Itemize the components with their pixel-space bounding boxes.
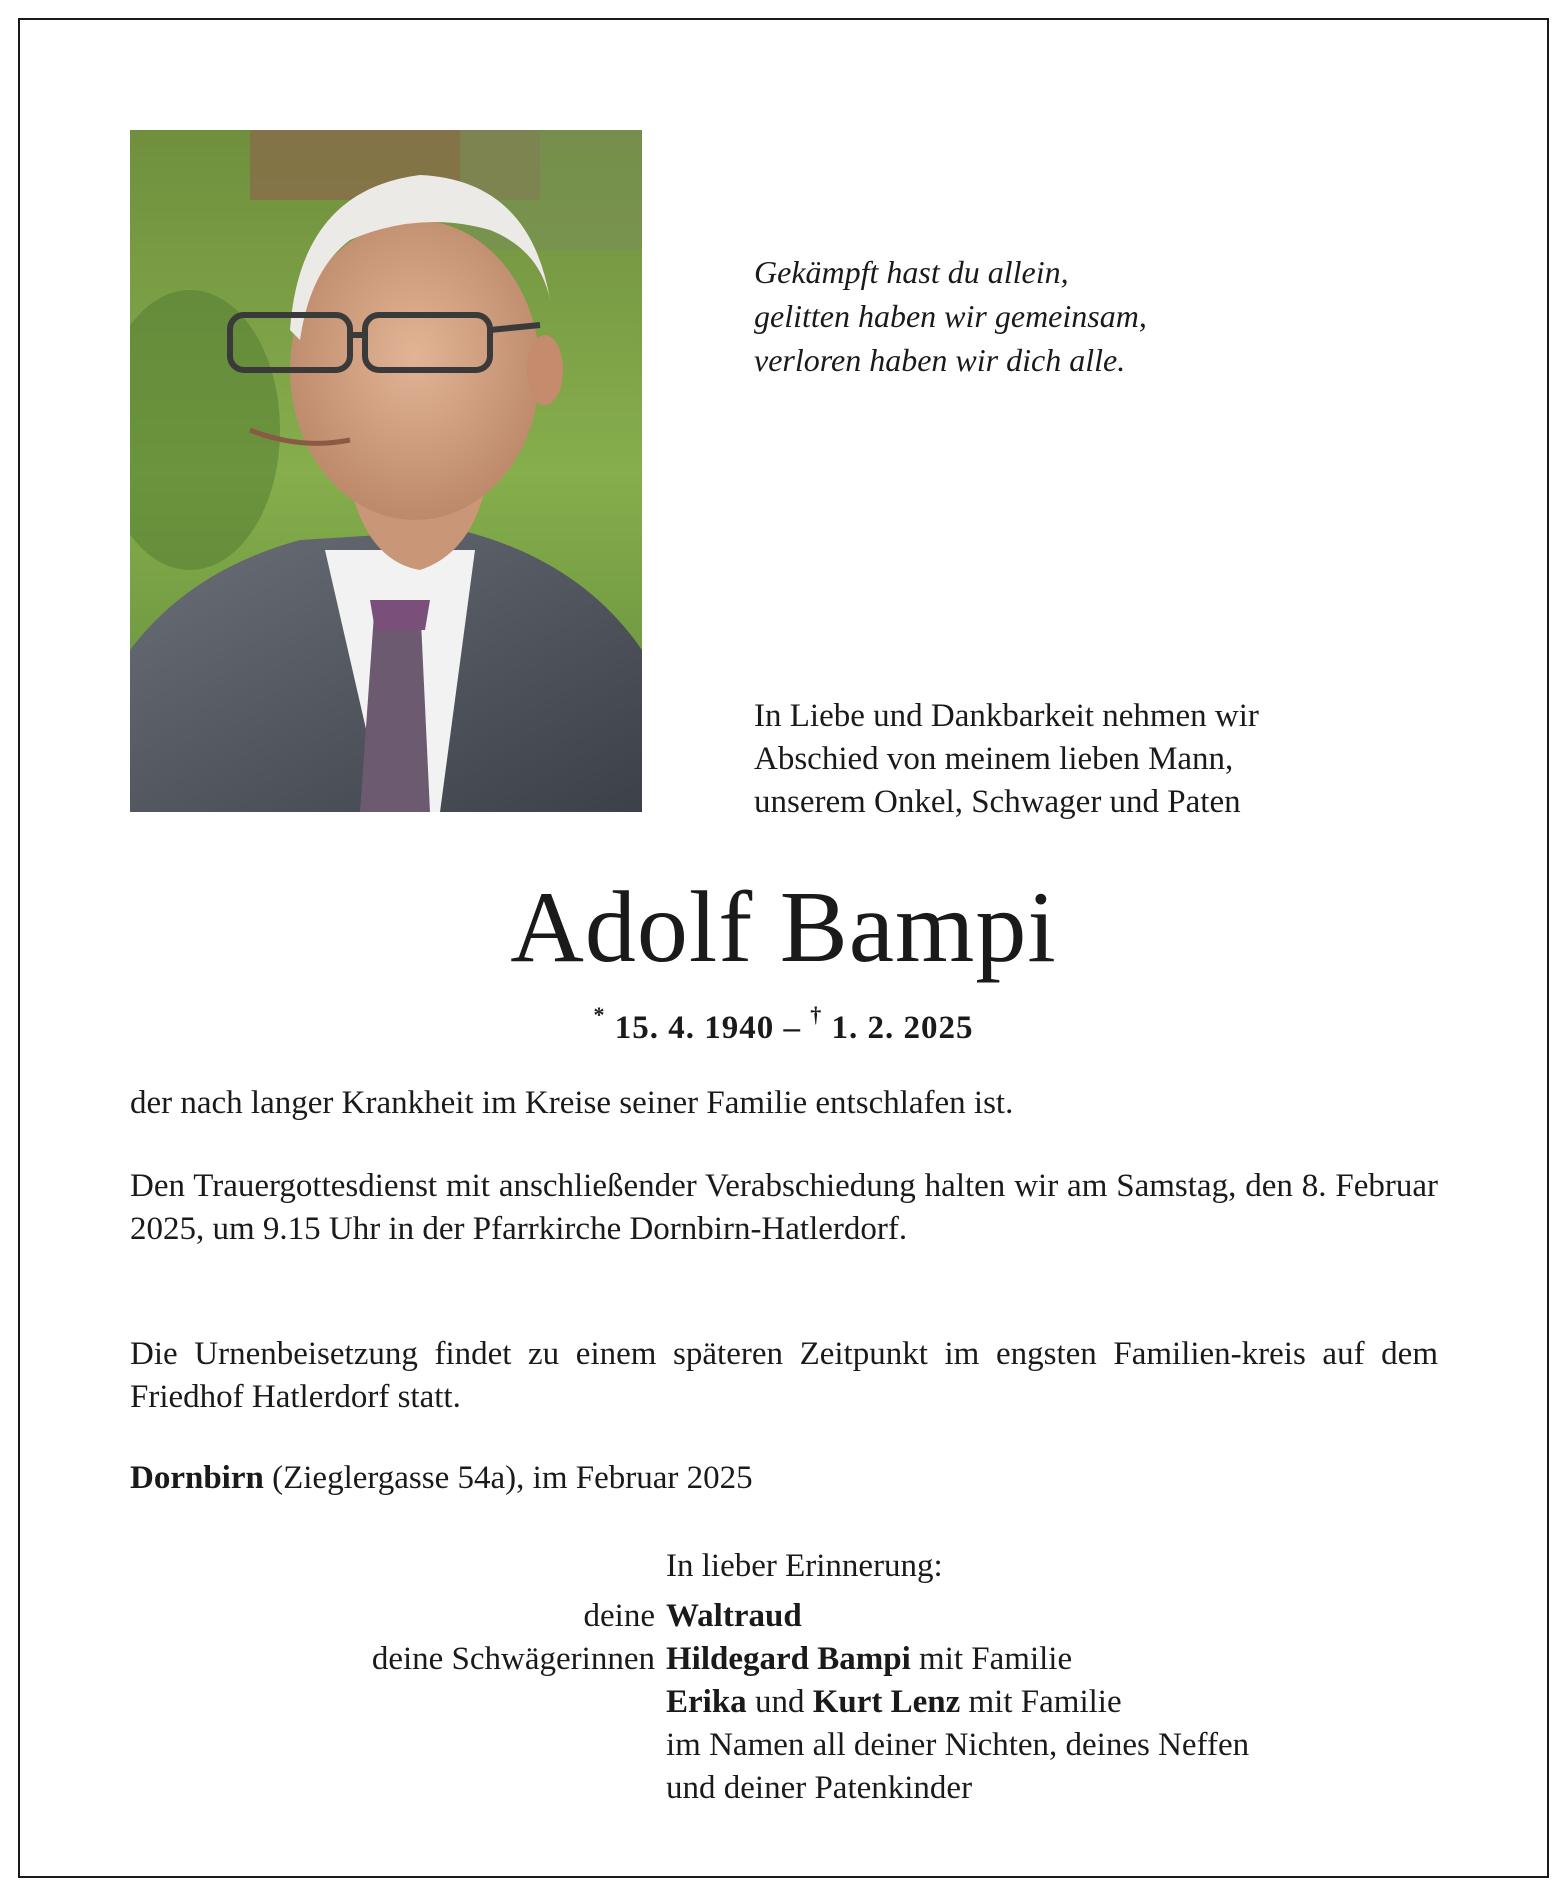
wife-name: Waltraud xyxy=(666,1598,802,1634)
sister-in-law-2-name: Erika xyxy=(666,1684,747,1720)
sister-in-law-1-suffix: mit Familie xyxy=(910,1641,1073,1677)
memorial-motto xyxy=(754,250,1454,382)
place-date-line xyxy=(130,1457,1438,1500)
life-dates xyxy=(0,998,1567,1049)
place-name: Dornbirn xyxy=(130,1460,264,1496)
sister-in-law-2-suffix: mit Familie xyxy=(960,1684,1122,1720)
death-symbol: † xyxy=(810,1002,823,1027)
relatives-line-1: im Namen all deiner Nichten, deines Neffen xyxy=(666,1727,1250,1763)
deceased-name: Adolf Bampi xyxy=(510,871,1057,984)
intro-line-3: unserem Onkel, Schwager und Paten xyxy=(754,784,1241,820)
place-address-date: (Zieglergasse 54a), im Februar 2025 xyxy=(263,1460,753,1496)
signature-heading: In lieber Erinnerung: xyxy=(666,1548,943,1584)
paragraph-service: Den Trauergottesdienst mit anschließender Verabschiedung halten wir am Samstag, den 8. Februar 2025, um 9.15 Uhr in der Pfarrkirche Dornbirn-Hatlerdorf. xyxy=(130,1168,1438,1247)
label-sisters-in-law: deine Schwägerinnen xyxy=(371,1641,655,1677)
relatives-line-2: und deiner Patenkinder xyxy=(666,1770,973,1806)
motto-line-3: verloren haben wir dich alle. xyxy=(754,342,1126,378)
portrait-photo xyxy=(130,130,642,812)
motto-line-1: Gekämpft hast du allein, xyxy=(754,254,1069,290)
death-date: 1. 2. 2025 xyxy=(831,1010,974,1046)
and-word: und xyxy=(746,1684,813,1720)
intro-text xyxy=(754,695,1438,824)
paragraph-burial: Die Urnenbeisetzung findet zu einem späteren Zeitpunkt im engsten Familien-kreis auf dem Friedhof Hatlerdorf statt. xyxy=(130,1336,1438,1415)
birth-date: 15. 4. 1940 xyxy=(614,1010,775,1046)
motto-line-2: gelitten haben wir gemeinsam, xyxy=(754,298,1147,334)
label-wife: deine xyxy=(583,1598,655,1634)
date-separator: – xyxy=(783,1010,801,1046)
intro-line-1: In Liebe und Dankbarkeit nehmen wir xyxy=(754,698,1259,734)
sister-in-law-1-name: Hildegard Bampi xyxy=(666,1641,911,1677)
birth-symbol: * xyxy=(593,1002,606,1027)
paragraph-passing: der nach langer Krankheit im Kreise seiner Familie entschlafen ist. xyxy=(130,1085,1014,1121)
intro-line-2: Abschied von meinem lieben Mann, xyxy=(754,741,1234,777)
brother-in-law-name: Kurt Lenz xyxy=(812,1684,961,1720)
